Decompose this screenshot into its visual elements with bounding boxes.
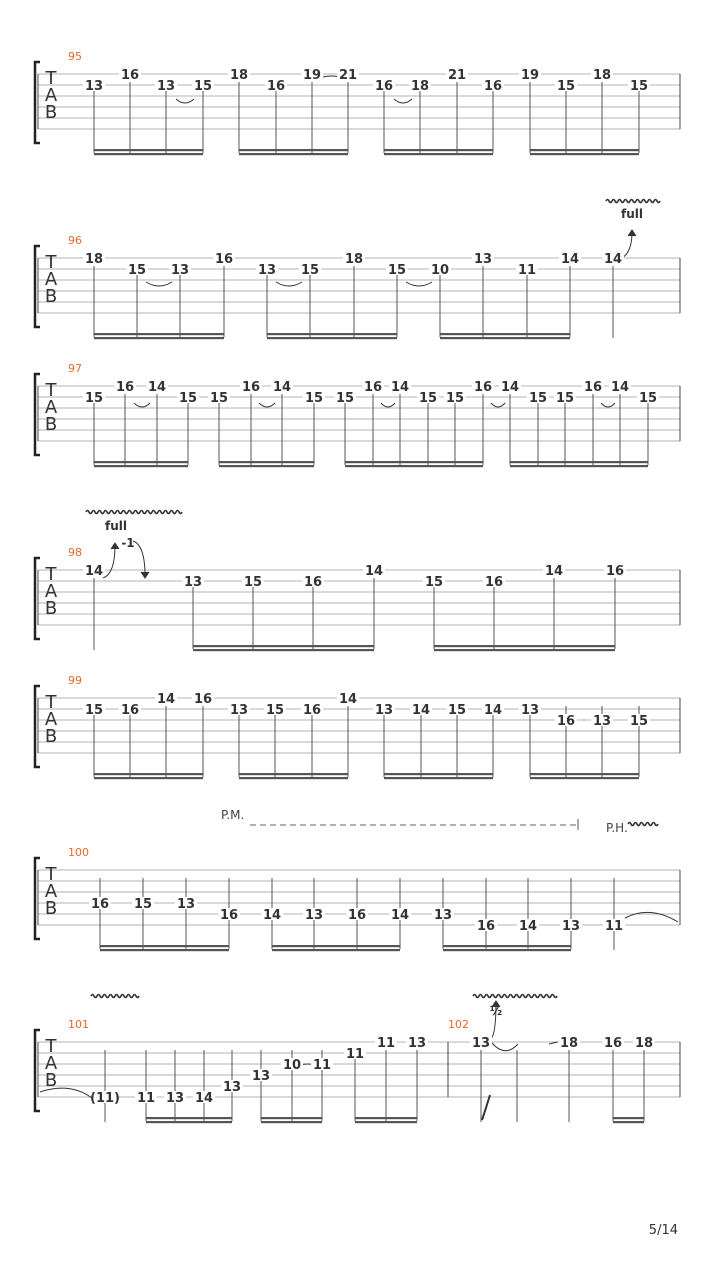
grace-flag (482, 1095, 490, 1120)
fret-number: 15 (209, 391, 229, 406)
beam-secondary (193, 649, 374, 651)
measure-number: 102 (448, 1018, 469, 1031)
fret-number: 19 (520, 68, 540, 83)
beam-secondary (510, 465, 648, 467)
tab-letter-b: B (44, 414, 58, 435)
fret-number: 13 (592, 714, 612, 729)
fret-number: 13 (407, 1036, 427, 1051)
fret-number: 13 (84, 79, 104, 94)
fret-number: 18 (84, 252, 104, 267)
fret-number: 11 (345, 1047, 365, 1062)
fret-number: 15 (335, 391, 355, 406)
tab-decorations (40, 76, 678, 1120)
tab-letter-b: B (44, 1070, 58, 1091)
fret-number: 16 (219, 908, 239, 923)
measure-number: 96 (68, 234, 82, 247)
fret-number: 15 (424, 575, 444, 590)
bend-arrowhead (111, 543, 119, 549)
fret-number: 16 (120, 703, 140, 718)
beam-primary (239, 773, 348, 775)
fret-number: 14 (272, 380, 292, 395)
fret-number: 13 (471, 1036, 491, 1051)
beam-secondary (94, 337, 224, 339)
fret-number: 18 (229, 68, 249, 83)
fret-number: 13 (251, 1069, 271, 1084)
fret-number: 15 (528, 391, 548, 406)
beam-primary (345, 461, 483, 463)
beam-primary (94, 461, 188, 463)
release-slur (492, 1043, 518, 1051)
beam-primary (510, 461, 648, 463)
fret-number: 16 (303, 575, 323, 590)
beam-primary (434, 645, 615, 647)
beam-primary (239, 149, 348, 151)
fret-number: 15 (127, 263, 147, 278)
beam-primary (384, 773, 493, 775)
fret-number: 14 (483, 703, 503, 718)
fret-number: 13 (156, 79, 176, 94)
fret-number: 19 (302, 68, 322, 83)
fret-number: 13 (374, 703, 394, 718)
fret-number: 15 (447, 703, 467, 718)
beam-primary (94, 149, 203, 151)
fret-number: 14 (610, 380, 630, 395)
fret-number: 16 (115, 380, 135, 395)
beam-secondary (94, 777, 203, 779)
fret-number: 13 (257, 263, 277, 278)
fret-number: 18 (592, 68, 612, 83)
vibrato-wave (628, 823, 658, 826)
tab-letter-a: A (44, 397, 58, 418)
tab-letter-b: B (44, 726, 58, 747)
palm-mute-label: P.M. (221, 808, 245, 822)
beam-secondary (219, 465, 314, 467)
beam-secondary (443, 949, 571, 951)
tab-letter-t: T (45, 1036, 57, 1057)
beam-primary (530, 149, 639, 151)
fret-number: 14 (147, 380, 167, 395)
fret-number: 21 (338, 68, 358, 83)
beam-secondary (272, 949, 400, 951)
fret-number: 16 (473, 380, 493, 395)
beam-primary (272, 945, 400, 947)
beam-secondary (345, 465, 483, 467)
tab-letter-t: T (45, 692, 57, 713)
bend-full-label: full (621, 207, 643, 221)
slur (276, 282, 302, 286)
fret-number: 15 (265, 703, 285, 718)
beam-secondary (440, 337, 570, 339)
beam-primary (443, 945, 571, 947)
fret-number: 16 (476, 919, 496, 934)
measure-number: 101 (68, 1018, 89, 1031)
slur (146, 282, 172, 286)
fret-number: 14 (390, 380, 410, 395)
vibrato-wave (606, 200, 660, 203)
fret-number: 14 (411, 703, 431, 718)
fret-number: 13 (170, 263, 190, 278)
fret-number: 14 (390, 908, 410, 923)
beam-primary (267, 333, 397, 335)
tab-letter-t: T (45, 864, 57, 885)
fret-number: 16 (120, 68, 140, 83)
tab-letter-a: A (44, 85, 58, 106)
measure-number: 97 (68, 362, 82, 375)
tab-letter-t: T (45, 564, 57, 585)
fret-number: 10 (430, 263, 450, 278)
fret-number: 15 (556, 79, 576, 94)
fret-number: 16 (483, 79, 503, 94)
tab-letter-a: A (44, 581, 58, 602)
fret-number: 14 (338, 692, 358, 707)
tab-letter-a: A (44, 709, 58, 730)
fret-number: 11 (136, 1091, 156, 1106)
beam-secondary (530, 153, 639, 155)
fret-number: 15 (418, 391, 438, 406)
fret-number: (11) (90, 1091, 120, 1106)
slur (134, 403, 150, 407)
beam-secondary (239, 777, 348, 779)
slur (259, 403, 275, 407)
fret-number: 15 (178, 391, 198, 406)
fret-number: 16 (90, 897, 110, 912)
fret-number: 14 (560, 252, 580, 267)
vibrato-wave (473, 995, 557, 998)
beam-secondary (384, 777, 493, 779)
slur (406, 282, 432, 286)
fret-number: 13 (176, 897, 196, 912)
tab-letter-b: B (44, 102, 58, 123)
beam-secondary (613, 1121, 644, 1123)
fret-number: 14 (156, 692, 176, 707)
fret-number: 13 (473, 252, 493, 267)
fret-number: 15 (84, 703, 104, 718)
fret-number: 21 (447, 68, 467, 83)
beam-primary (613, 1117, 644, 1119)
release-arrowhead (141, 572, 149, 578)
slur (491, 403, 505, 407)
fret-number: 11 (517, 263, 537, 278)
fret-number: 16 (266, 79, 286, 94)
beam-primary (94, 773, 203, 775)
beam-secondary (355, 1121, 417, 1123)
fret-number: 11 (312, 1058, 332, 1073)
beam-secondary (94, 465, 188, 467)
tab-letter-t: T (45, 380, 57, 401)
beam-primary (440, 333, 570, 335)
fret-number: 16 (605, 564, 625, 579)
fret-number: 18 (634, 1036, 654, 1051)
slur (601, 403, 615, 407)
beam-secondary (267, 337, 397, 339)
beam-secondary (384, 153, 493, 155)
fret-number: 13 (433, 908, 453, 923)
fret-number: 18 (344, 252, 364, 267)
beam-primary (384, 149, 493, 151)
tab-text-layer (45, 50, 679, 1238)
fret-number: 10 (282, 1058, 302, 1073)
release-curve (133, 541, 145, 576)
fret-number: 13 (229, 703, 249, 718)
fret-number: 14 (544, 564, 564, 579)
bend-arrowhead (628, 230, 636, 236)
fret-number: 16 (363, 380, 383, 395)
measure-number: 99 (68, 674, 82, 687)
bend-amount-label: -1 (121, 536, 135, 550)
tab-letter-b: B (44, 898, 58, 919)
fret-number: 15 (445, 391, 465, 406)
tab-letter-b: B (44, 286, 58, 307)
fret-number: 14 (194, 1091, 214, 1106)
tab-letter-a: A (44, 269, 58, 290)
beam-secondary (100, 949, 229, 951)
tab-letter-b: B (44, 598, 58, 619)
measure-number: 100 (68, 846, 89, 859)
beam-secondary (434, 649, 615, 651)
fret-number: 16 (556, 714, 576, 729)
fret-number: 16 (214, 252, 234, 267)
pinch-harmonic-label: P.H. (606, 821, 628, 835)
beam-secondary (261, 1121, 322, 1123)
fret-number: 14 (84, 564, 104, 579)
fret-number: 11 (604, 919, 624, 934)
beam-primary (219, 461, 314, 463)
fret-number: 13 (304, 908, 324, 923)
slur (381, 403, 395, 407)
beam-primary (146, 1117, 232, 1119)
measure-number: 98 (68, 546, 82, 559)
fret-number: 16 (347, 908, 367, 923)
beam-secondary (530, 777, 639, 779)
fret-number: 18 (410, 79, 430, 94)
fret-number: 11 (376, 1036, 396, 1051)
fret-number: 16 (603, 1036, 623, 1051)
beam-primary (94, 333, 224, 335)
tab-letter-t: T (45, 252, 57, 273)
fret-number: 18 (559, 1036, 579, 1051)
fret-number: 15 (300, 263, 320, 278)
beam-primary (100, 945, 229, 947)
fret-number: 16 (302, 703, 322, 718)
fret-number: 14 (518, 919, 538, 934)
vibrato-wave (91, 995, 139, 998)
tab-letter-a: A (44, 1053, 58, 1074)
fret-number: 13 (520, 703, 540, 718)
fret-number: 15 (629, 79, 649, 94)
slur (176, 99, 194, 103)
fret-number: 13 (165, 1091, 185, 1106)
fret-number: 14 (262, 908, 282, 923)
fret-number: 16 (484, 575, 504, 590)
fret-number: 13 (561, 919, 581, 934)
beam-secondary (146, 1121, 232, 1123)
vibrato-wave (86, 511, 182, 514)
fret-number: 16 (241, 380, 261, 395)
beam-secondary (94, 153, 203, 155)
fret-number: 13 (222, 1080, 242, 1095)
fret-number: 15 (193, 79, 213, 94)
fret-number: 13 (183, 575, 203, 590)
beam-primary (261, 1117, 322, 1119)
measure-number: 95 (68, 50, 82, 63)
beam-primary (193, 645, 374, 647)
fret-number: 15 (133, 897, 153, 912)
fret-number: 16 (583, 380, 603, 395)
fret-number: 15 (629, 714, 649, 729)
fret-number: 14 (500, 380, 520, 395)
fret-number: 14 (603, 252, 623, 267)
bend-full-label: full (105, 519, 127, 533)
slur (394, 99, 412, 103)
fret-number: 15 (555, 391, 575, 406)
fret-number: 16 (193, 692, 213, 707)
page-number: 5/14 (648, 1223, 678, 1238)
bend-half-label: ½ (489, 1004, 503, 1018)
beam-primary (355, 1117, 417, 1119)
fret-number: 14 (364, 564, 384, 579)
tab-staves (35, 62, 680, 1123)
fret-number: 15 (84, 391, 104, 406)
fret-number: 15 (304, 391, 324, 406)
fret-number: 15 (638, 391, 658, 406)
tab-letter-a: A (44, 881, 58, 902)
tab-letter-t: T (45, 68, 57, 89)
beam-primary (530, 773, 639, 775)
beam-secondary (239, 153, 348, 155)
fret-number: 15 (243, 575, 263, 590)
fret-number: 16 (374, 79, 394, 94)
fret-number: 15 (387, 263, 407, 278)
